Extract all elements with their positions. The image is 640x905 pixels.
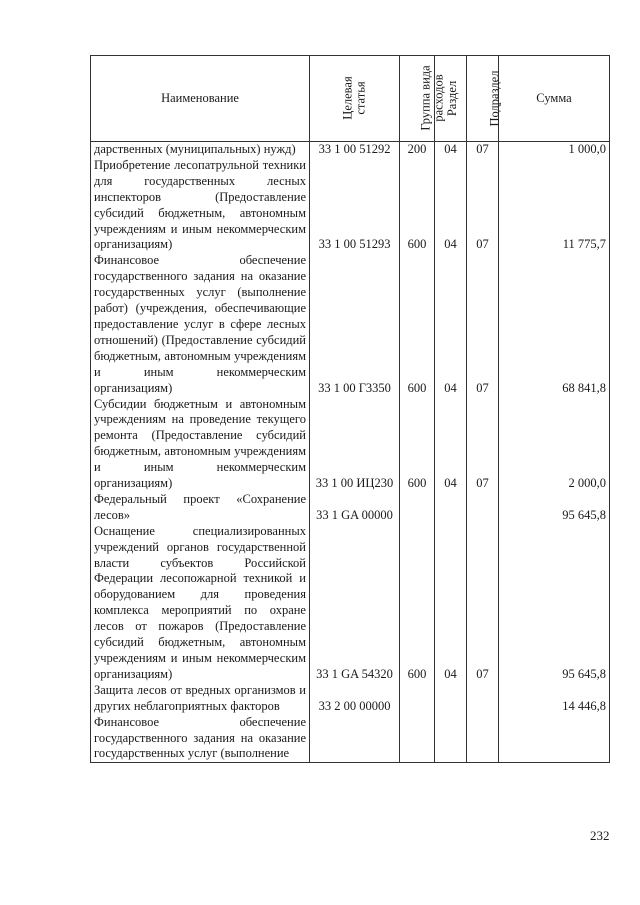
row-name: Федеральный проект «Сохранение лесов»	[91, 492, 310, 524]
table-row	[91, 524, 610, 683]
table-row	[91, 492, 610, 524]
row-expense-group	[400, 492, 435, 524]
row-section	[435, 715, 467, 763]
header-group-line1: Группа вида	[418, 65, 433, 131]
row-target-article: 33 2 00 00000	[310, 683, 400, 715]
row-sum: 14 446,8	[499, 683, 610, 715]
row-section: 04	[435, 158, 467, 253]
row-target-article: 33 1 00 51292	[310, 142, 400, 158]
row-section: 04	[435, 524, 467, 683]
row-sum: 11 775,7	[499, 158, 610, 253]
table-row	[91, 158, 610, 253]
row-name: Финансовое обеспечение государственного задания на оказание государственных услуг (выполнение	[91, 715, 310, 763]
table-row	[91, 683, 610, 715]
row-sum	[499, 715, 610, 763]
header-code-line2: статья	[353, 81, 368, 115]
page-number: 232	[590, 828, 610, 843]
row-sum: 2 000,0	[499, 397, 610, 492]
header-target-article	[310, 56, 400, 142]
header-section-label: Раздел	[445, 80, 460, 117]
row-sum: 1 000,0	[499, 142, 610, 158]
row-sum: 95 645,8	[499, 492, 610, 524]
row-section: 04	[435, 142, 467, 158]
row-section	[435, 683, 467, 715]
row-subsection: 07	[467, 524, 499, 683]
row-name: Субсидии бюджетным и автономным учреждениям на проведение текущего ремонта (Предоставление субсидий бюджетным, автономным учреждениям и иным некоммерческим организациям)	[91, 397, 310, 492]
row-expense-group	[400, 683, 435, 715]
row-subsection: 07	[467, 397, 499, 492]
header-sum: Сумма	[499, 56, 610, 142]
row-sum: 95 645,8	[499, 524, 610, 683]
row-expense-group: 600	[400, 524, 435, 683]
row-name: дарственных (муниципальных) нужд)	[91, 142, 310, 158]
row-name: Защита лесов от вредных организмов и других неблагоприятных факторов	[91, 683, 310, 715]
row-section: 04	[435, 253, 467, 396]
header-group-line2: расходов	[431, 74, 446, 122]
row-expense-group: 600	[400, 158, 435, 253]
table-row	[91, 142, 610, 158]
row-target-article	[310, 715, 400, 763]
row-target-article: 33 1 00 51293	[310, 158, 400, 253]
row-subsection: 07	[467, 158, 499, 253]
row-sum: 68 841,8	[499, 253, 610, 396]
row-subsection	[467, 683, 499, 715]
table-row	[91, 715, 610, 763]
row-target-article: 33 1 GA 54320	[310, 524, 400, 683]
table-header-row	[91, 56, 610, 142]
header-expense-group	[400, 56, 446, 142]
row-expense-group: 600	[400, 253, 435, 396]
header-name: Наименование	[91, 56, 310, 142]
row-name: Приобретение лесопатрульной техники для государственных лесных инспекторов (Предоставление субсидий бюджетным, автономным учреждениям и иным некоммерческим организациям)	[91, 158, 310, 253]
row-section: 04	[435, 397, 467, 492]
header-subsection	[467, 56, 502, 142]
row-target-article: 33 1 00 Г3350	[310, 253, 400, 396]
row-target-article: 33 1 GA 00000	[310, 492, 400, 524]
row-subsection	[467, 715, 499, 763]
row-expense-group: 200	[400, 142, 435, 158]
row-name: Финансовое обеспечение государственного задания на оказание государственных услуг (выполнение работ) (учреждения, обеспечивающие предоставление услуг в сфере лесных отношений) (Предоставление субсидий бюджетным, автономным учреждениям и иным некоммерческим организациям)	[91, 253, 310, 396]
row-expense-group: 600	[400, 397, 435, 492]
budget-table	[90, 55, 610, 763]
row-name: Оснащение специализированных учреждений органов государственной власти субъектов Российской Федерации лесопожарной техникой и оборудованием для проведения комплекса мероприятий по охране лесов от пожаров (Предоставление субсидий бюджетным, автономным учреждениям и иным некоммерческим организациям)	[91, 524, 310, 683]
row-subsection	[467, 492, 499, 524]
header-subsection-label: Подраздел	[487, 70, 502, 127]
row-subsection: 07	[467, 253, 499, 396]
row-target-article: 33 1 00 ИЦ230	[310, 397, 400, 492]
table-row	[91, 253, 610, 396]
row-subsection: 07	[467, 142, 499, 158]
row-expense-group	[400, 715, 435, 763]
table-row	[91, 397, 610, 492]
header-code-line1: Целевая	[340, 76, 355, 120]
row-section	[435, 492, 467, 524]
